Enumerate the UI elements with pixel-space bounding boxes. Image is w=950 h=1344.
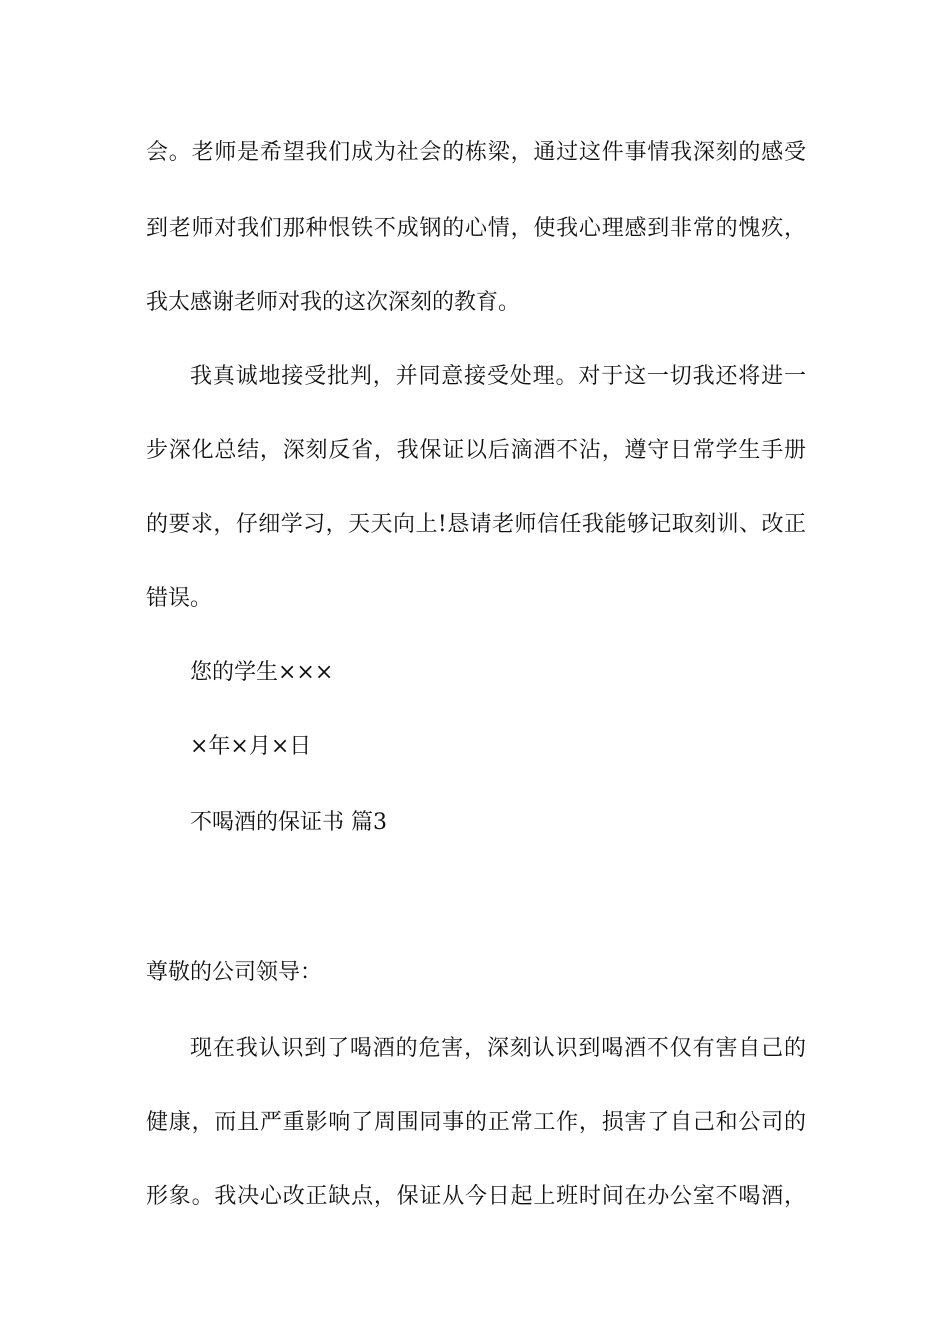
paragraph-line: 会。老师是希望我们成为社会的栋梁，通过这件事情我深刻的感受: [146, 140, 806, 165]
signature-line: 您的学生×××: [190, 660, 334, 685]
paragraph-line: 健康，而且严重影响了周围同事的正常工作，损害了自己和公司的: [146, 1110, 806, 1135]
paragraph-line: 形象。我决心改正缺点，保证从今日起上班时间在办公室不喝酒，: [146, 1184, 806, 1209]
section-title: 不喝酒的保证书 篇3: [190, 810, 387, 835]
paragraph-line: 到老师对我们那种恨铁不成钢的心情，使我心理感到非常的愧疚，: [146, 216, 806, 241]
paragraph-line: 我真诚地接受批判，并同意接受处理。对于这一切我还将进一: [190, 364, 806, 389]
paragraph-line: 现在我认识到了喝酒的危害，深刻认识到喝酒不仅有害自己的: [190, 1036, 806, 1061]
salutation: 尊敬的公司领导：: [146, 960, 323, 985]
paragraph-line: 步深化总结，深刻反省，我保证以后滴酒不沾，遵守日常学生手册: [146, 438, 806, 463]
paragraph-line: 我太感谢老师对我的这次深刻的教育。: [146, 290, 521, 315]
date-line: ×年×月×日: [190, 734, 312, 759]
paragraph-line: 的要求，仔细学习，天天向上!恳请老师信任我能够记取刻训、改正: [146, 512, 806, 537]
paragraph-line: 错误。: [146, 586, 213, 611]
